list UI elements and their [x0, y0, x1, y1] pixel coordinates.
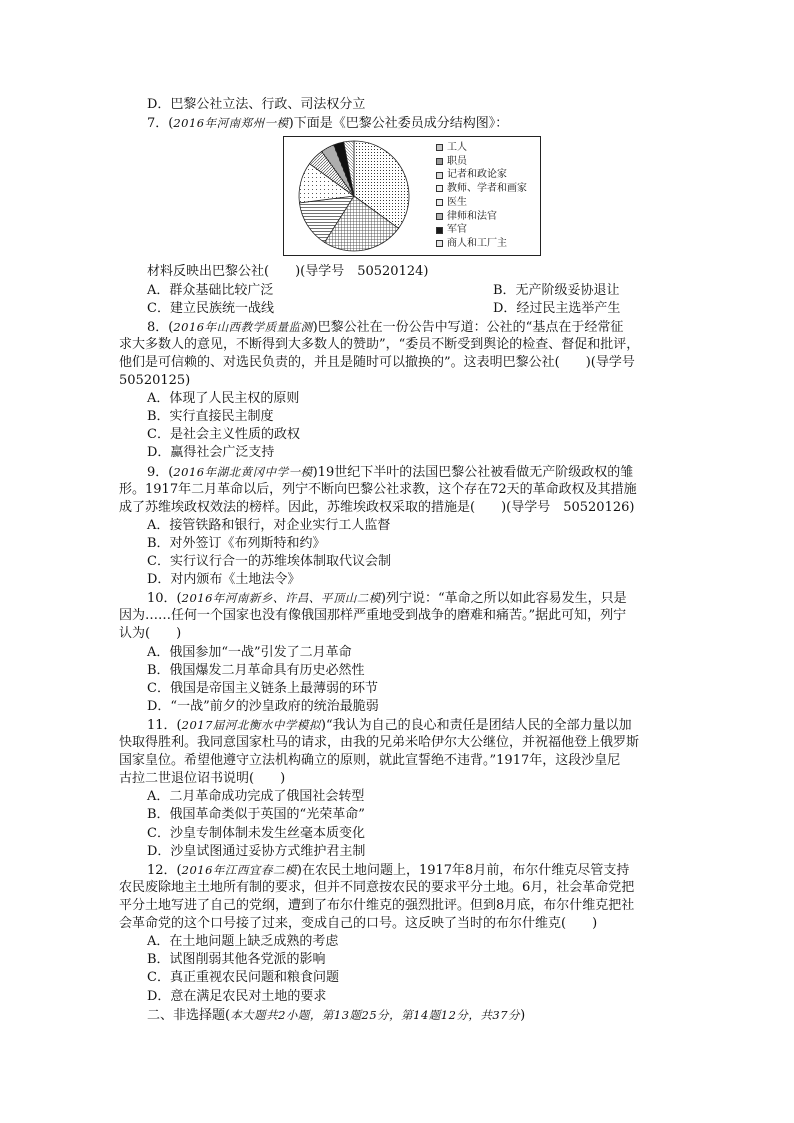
q12-stem-3: 平分土地写进了自己的党纲，遭到了布尔什维克的强烈批评。但到8月底，布尔什维克把社 [119, 898, 635, 913]
legend-swatch [436, 144, 443, 151]
q11-option-b: B．俄国革命类似于英国的“光荣革命” [147, 807, 365, 822]
legend-item [436, 182, 527, 196]
q8-option-a: A．体现了人民主权的原则 [147, 391, 300, 406]
q8-stem-2: 求大多数人的意见，不断得到大多数人的赞助”，“委员不断受到舆论的检查、督促和批评， [119, 337, 640, 352]
q7-stem: 7．(2016年河南郑州一模)下面是《巴黎公社委员成分结构图》： [147, 116, 509, 131]
q10-option-a: A．俄国参加“一战”引发了二月革命 [147, 645, 352, 660]
q11-stem-3: 国家皇位。希望他遵守立法机构确立的原则，就此宣誓绝不违背。”1917年，这段沙皇尼 [119, 753, 621, 768]
legend-swatch [436, 227, 443, 234]
q11-option-c: C．沙皇专制体制未发生丝毫本质变化 [147, 826, 365, 841]
q10-stem-1: 10．(2016年河南新乡、许昌、平顶山二模)列宁说：“革命之所以如此容易发生，只是 [147, 591, 627, 606]
q10-option-b: B．俄国爆发二月革命具有历史必然性 [147, 663, 365, 678]
legend-label: 医生 [447, 196, 467, 208]
q11-option-a: A．二月革命成功完成了俄国社会转型 [147, 789, 365, 804]
q9-option-a: A．接管铁路和银行，对企业实行工人监督 [147, 518, 391, 533]
legend-item [436, 196, 527, 210]
q11-option-d: D．沙皇试图通过妥协方式维护君主制 [147, 844, 366, 859]
q7-option-a: A．群众基础比较广泛 [147, 283, 274, 298]
q10-stem-3: 认为( ) [119, 626, 182, 641]
q9-stem-3: 成了苏维埃政权效法的榜样。因此，苏维埃政权采取的措施是( )(导学号 50520126) [119, 500, 635, 515]
legend-item [436, 237, 527, 251]
legend-label: 记者和政论家 [447, 169, 507, 181]
legend-swatch [436, 240, 443, 247]
pie-legend [436, 141, 527, 251]
q12-option-b: B．试图削弱其他各党派的影响 [147, 952, 326, 967]
q7-option-b: B．无产阶级妥协退让 [493, 283, 620, 298]
q12-stem-1: 12．(2016年江西宜春二模)在农民土地问题上，1917年8月前，布尔什维克尽管支持 [147, 863, 630, 878]
q12-option-a: A．在土地问题上缺乏成熟的考虑 [147, 934, 339, 949]
q8-stem-1: 8．(2016年山西教学质量监测)巴黎公社在一份公告中写道：公社的“基点在于经常征 [147, 320, 624, 335]
legend-label: 律师和法官 [447, 210, 497, 222]
legend-label: 商人和工厂主 [447, 237, 507, 249]
q9-option-b: B．对外签订《布列斯特和约》 [147, 536, 326, 551]
q12-stem-2: 农民废除地主土地所有制的要求，但并不同意按农民的要求平分土地。6月，社会革命党把 [119, 880, 635, 895]
q12-option-c: C．真正重视农民问题和粮食问题 [147, 970, 339, 985]
q7-question: 材料反映出巴黎公社( )(导学号 50520124) [147, 264, 429, 279]
legend-label: 职员 [447, 155, 467, 167]
q9-option-d: D．对内颁布《土地法令》 [147, 572, 301, 587]
q9-stem-1: 9．(2016年湖北黄冈中学一模)19世纪下半叶的法国巴黎公社被看做无产阶级政权的雏 [147, 465, 634, 480]
legend-swatch [436, 185, 443, 192]
q7-option-d: D．经过民主选举产生 [493, 301, 621, 316]
legend-swatch [436, 158, 443, 165]
q7-option-c: C．建立民族统一战线 [147, 301, 274, 316]
q8-option-b: B．实行直接民主制度 [147, 409, 274, 424]
q9-option-c: C．实行议行合一的苏维埃体制取代议会制 [147, 554, 391, 569]
legend-item [436, 141, 527, 155]
q10-option-d: D．“一战”前夕的沙皇政府的统治最脆弱 [147, 699, 379, 714]
legend-label: 教师、学者和画家 [447, 183, 527, 195]
q8-stem-4: 50520125) [119, 373, 191, 388]
legend-item [436, 210, 527, 224]
pie-chart [283, 136, 541, 256]
q6-option-d: D．巴黎公社立法、行政、司法权分立 [147, 97, 366, 112]
q8-option-c: C．是社会主义性质的政权 [147, 427, 300, 442]
legend-item [436, 155, 527, 169]
q10-option-c: C．俄国是帝国主义链条上最薄弱的环节 [147, 681, 378, 696]
legend-item [436, 168, 527, 182]
q10-stem-2: 因为……任何一个国家也没有像俄国那样严重地受到战争的磨难和痛苦。”据此可知，列宁 [119, 608, 627, 623]
legend-item [436, 223, 527, 237]
q9-stem-2: 形。1917年二月革命以后，列宁不断向巴黎公社求教，这个存在72天的革命政权及其措施 [119, 482, 637, 497]
legend-swatch [436, 199, 443, 206]
q8-stem-3: 他们是可信赖的、对选民负责的，并且是随时可以撤换的”。这表明巴黎公社( )(导学号 [119, 355, 635, 370]
section-two-heading: 二、非选择题(本大题共2小题，第13题25分，第14题12分，共37分) [147, 1008, 526, 1023]
legend-label: 军官 [447, 224, 467, 236]
legend-swatch [436, 213, 443, 220]
q12-stem-4: 会革命党的这个口号接了过来，变成自己的口号。这反映了当时的布尔什维克( ) [119, 916, 598, 931]
pie-chart-svg [284, 137, 434, 255]
q11-stem-2: 快取得胜利。我同意国家杜马的请求，由我的兄弟米哈伊尔大公继位，并祝福他登上俄罗斯 [119, 735, 640, 750]
q11-stem-1: 11．(2017届河北衡水中学模拟)“我认为自己的良心和责任是团结人民的全部力量以加 [147, 718, 632, 733]
q8-option-d: D．赢得社会广泛支持 [147, 445, 275, 460]
q11-stem-4: 古拉二世退位诏书说明( ) [119, 771, 286, 786]
legend-label: 工人 [447, 142, 467, 153]
legend-swatch [436, 172, 443, 179]
q12-option-d: D．意在满足农民对土地的要求 [147, 989, 327, 1004]
